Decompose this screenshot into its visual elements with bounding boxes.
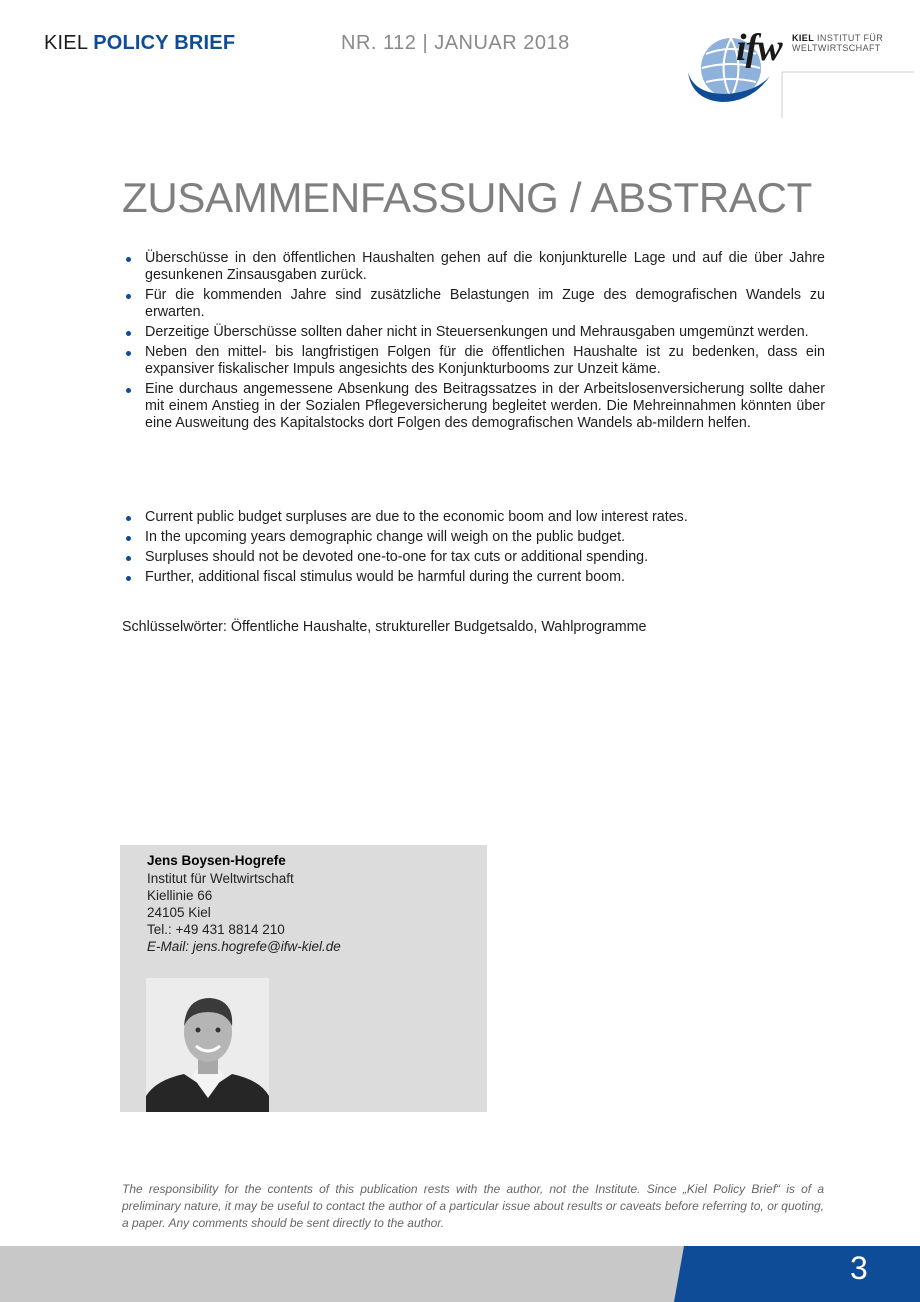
institute-name-kiel: KIEL xyxy=(792,33,815,43)
page-title: ZUSAMMENFASSUNG / ABSTRACT xyxy=(122,174,812,221)
author-city: 24105 Kiel xyxy=(147,905,211,920)
disclaimer: The responsibility for the contents of this publication rests with the author, not the Institute. Since „Kiel Policy Brief“ is of a preliminary nature, it may be useful to contact the author of a particular issue about results or caveats before referring to, or quoting, a paper. Any comments should be sent directly to the author. xyxy=(122,1182,824,1230)
issue-label: NR. 112 | JANUAR 2018 xyxy=(341,32,570,54)
summary-list-english xyxy=(123,509,825,589)
list-item: Eine durchaus angemessene Absenkung des Beitragssatzes in der Arbeitslosenversicherung sollte daher mit einem Anstieg in der Sozialen Pflegeversicherung begleitet werden. Die Mehreinnahmen könnten über eine Ausweitung des Kapitalstocks dort Folgen des demografischen Wandels ab-mildern helfen. xyxy=(123,381,825,432)
institute-name-line2: WELTWIRTSCHAFT xyxy=(792,43,881,53)
list-item: Neben den mittel- bis langfristigen Folgen für die öffentlichen Haushalte ist zu bedenken, dass ein expansiver fiskalischer Impuls angesichts des Konjunkturbooms zur Unzeit käme. xyxy=(123,344,825,378)
list-item: Derzeitige Überschüsse sollten daher nicht in Steuersenkungen und Mehrausgaben umgemünzt werden. xyxy=(123,324,825,341)
series-title xyxy=(44,32,235,55)
list-item: Überschüsse in den öffentlichen Haushalten gehen auf die konjunkturelle Lage und auf die über Jahre gesunkenen Zinsausgaben zurück. xyxy=(123,250,825,284)
list-item: Further, additional fiscal stimulus would be harmful during the current boom. xyxy=(123,569,825,586)
author-photo xyxy=(146,978,269,1112)
footer-bar xyxy=(0,1246,920,1302)
list-item: Surpluses should not be devoted one-to-one for tax cuts or additional spending. xyxy=(123,549,825,566)
page-number: 3 xyxy=(850,1250,868,1286)
institute-name-line1: INSTITUT FÜR xyxy=(817,33,884,43)
ifw-wordmark: ifw xyxy=(736,27,782,69)
author-street: Kiellinie 66 xyxy=(147,888,213,903)
series-prefix: KIEL xyxy=(44,32,88,54)
keywords: Schlüsselwörter: Öffentliche Haushalte, struktureller Budgetsaldo, Wahlprogramme xyxy=(122,619,647,635)
list-item: Current public budget surpluses are due to the economic boom and low interest rates. xyxy=(123,509,825,526)
institute-name xyxy=(792,33,883,53)
author-institute: Institut für Weltwirtschaft xyxy=(147,871,294,886)
series-name: POLICY BRIEF xyxy=(93,32,236,54)
author-email[interactable]: E-Mail: jens.hogrefe@ifw-kiel.de xyxy=(147,939,341,954)
author-name: Jens Boysen-Hogrefe xyxy=(147,853,286,868)
author-phone: Tel.: +49 431 8814 210 xyxy=(147,922,285,937)
list-item: Für die kommenden Jahre sind zusätzliche Belastungen im Zuge des demografischen Wandels zu erwarten. xyxy=(123,287,825,321)
list-item: In the upcoming years demographic change will weigh on the public budget. xyxy=(123,529,825,546)
summary-list-german xyxy=(123,250,825,435)
